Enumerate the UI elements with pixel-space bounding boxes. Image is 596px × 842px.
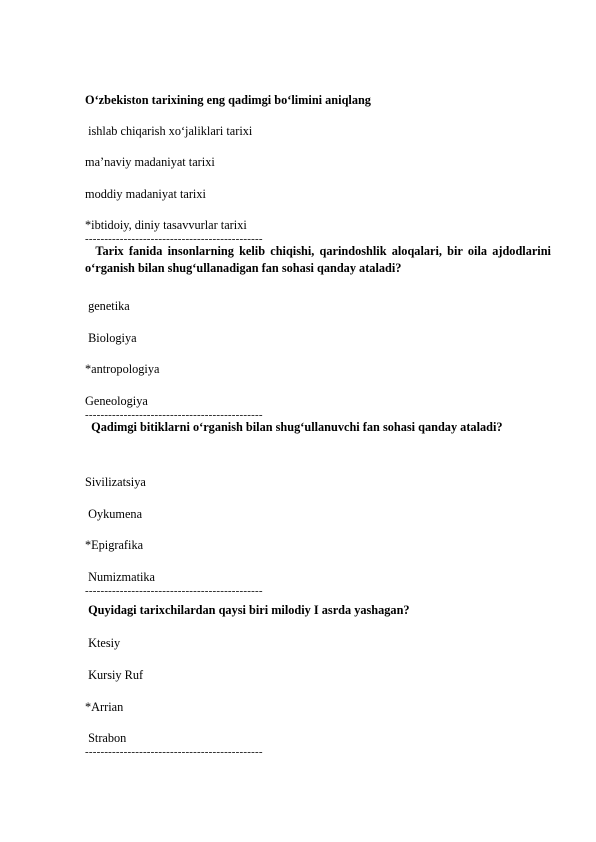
question-2: Tarix fanida insonlarning kelib chiqishi, qarindoshlik aloqalari, bir oila ajdodlarini o‘rganish bilan shug‘ullanadigan fan sohasi qanday ataladi?	[85, 244, 555, 275]
separator-2: ----------------------------------------------	[85, 410, 263, 421]
answer-2-1: genetika	[85, 299, 130, 313]
question-3: Qadimgi bitiklarni o‘rganish bilan shug‘ullanuvchi fan sohasi qanday ataladi?	[85, 420, 503, 434]
answer-2-2: Biologiya	[85, 331, 137, 345]
separator-4: ----------------------------------------------	[85, 747, 263, 758]
answer-4-3: *Arrian	[85, 700, 124, 714]
answer-4-1: Ktesiy	[85, 636, 121, 650]
question-1: O‘zbekiston tarixining eng qadimgi bo‘limini aniqlang	[85, 93, 371, 107]
answer-3-3: *Epigrafika	[85, 538, 144, 552]
answer-3-1: Sivilizatsiya	[85, 475, 146, 489]
answer-1-4: *ibtidoiy, diniy tasavvurlar tarixi	[85, 218, 247, 232]
answer-1-2: ma’naviy madaniyat tarixi	[85, 155, 215, 169]
answer-1-3: moddiy madaniyat tarixi	[85, 187, 206, 201]
answer-2-4: Geneologiya	[85, 394, 148, 408]
question-4: Quyidagi tarixchilardan qaysi biri milodiy I asrda yashagan?	[85, 603, 410, 617]
answer-3-2: Oykumena	[85, 507, 143, 521]
answer-4-2: Kursiy Ruf	[85, 668, 144, 682]
answer-1-1: ishlab chiqarish xo‘jaliklari tarixi	[85, 124, 253, 138]
answer-4-4: Strabon	[85, 731, 127, 745]
separator-1: ----------------------------------------------	[85, 234, 263, 245]
answer-2-3: *antropologiya	[85, 362, 160, 376]
separator-3: ----------------------------------------------	[85, 586, 263, 597]
answer-3-4: Numizmatika	[85, 570, 156, 584]
